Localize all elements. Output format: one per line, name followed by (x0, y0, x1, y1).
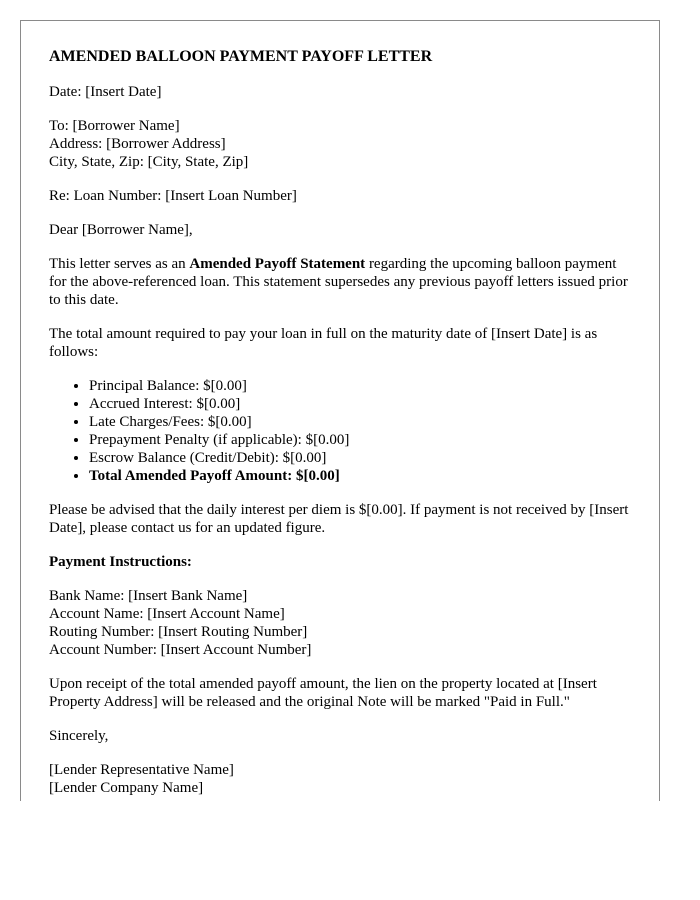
payoff-total-item: • Total Amended Payoff Amount: $[0.00] (89, 467, 631, 485)
payoff-letter (20, 20, 660, 801)
city-line: City, State, Zip: [City, State, Zip] (49, 154, 249, 170)
payment-instructions-heading: Payment Instructions: (49, 554, 192, 570)
address-line: Address: [Borrower Address] (49, 136, 226, 152)
rep-name-line: [Lender Representative Name] (49, 762, 234, 778)
account-number-line: Account Number: [Insert Account Number] (49, 642, 312, 658)
payoff-items-list (49, 377, 631, 485)
intro-paragraph (49, 255, 631, 309)
payoff-item: • Accrued Interest: $[0.00] (89, 395, 631, 413)
recipient-block (49, 117, 631, 171)
lien-release-paragraph: Upon receipt of the total amended payoff amount, the lien on the property located at [Insert Property Address] will be released and the original Note will be marked "Paid in Full." (49, 676, 597, 710)
total-intro-paragraph: The total amount required to pay your loan in full on the maturity date of [Insert Date] is as follows: (49, 326, 598, 360)
company-name-line: [Lender Company Name] (49, 780, 204, 796)
payoff-item: • Prepayment Penalty (if applicable): $[0.00] (89, 431, 631, 449)
account-name-line: Account Name: [Insert Account Name] (49, 606, 285, 622)
intro-bold: Amended Payoff Statement (189, 256, 366, 272)
bank-name-line: Bank Name: [Insert Bank Name] (49, 588, 248, 604)
intro-before: This letter serves as an (49, 256, 190, 272)
letter-title: AMENDED BALLOON PAYMENT PAYOFF LETTER (49, 48, 433, 65)
signature-block (49, 761, 631, 797)
payoff-item: • Escrow Balance (Credit/Debit): $[0.00] (89, 449, 631, 467)
intro-after: regarding the upcoming balloon payment for the above-referenced loan. This statement supersedes any previous payoff letters issued prior to this date. (49, 256, 628, 308)
payoff-item: • Late Charges/Fees: $[0.00] (89, 413, 631, 431)
per-diem-paragraph: Please be advised that the daily interest per diem is $[0.00]. If payment is not received by [Insert Date], please contact us for an updated figure. (49, 502, 629, 536)
to-line: To: [Borrower Name] (49, 118, 180, 134)
payment-details-block (49, 587, 631, 659)
re-line: Re: Loan Number: [Insert Loan Number] (49, 188, 297, 204)
salutation: Dear [Borrower Name], (49, 222, 193, 238)
payoff-item: • Principal Balance: $[0.00] (89, 377, 631, 395)
closing: Sincerely, (49, 728, 109, 744)
date-line: Date: [Insert Date] (49, 84, 162, 100)
routing-number-line: Routing Number: [Insert Routing Number] (49, 624, 308, 640)
